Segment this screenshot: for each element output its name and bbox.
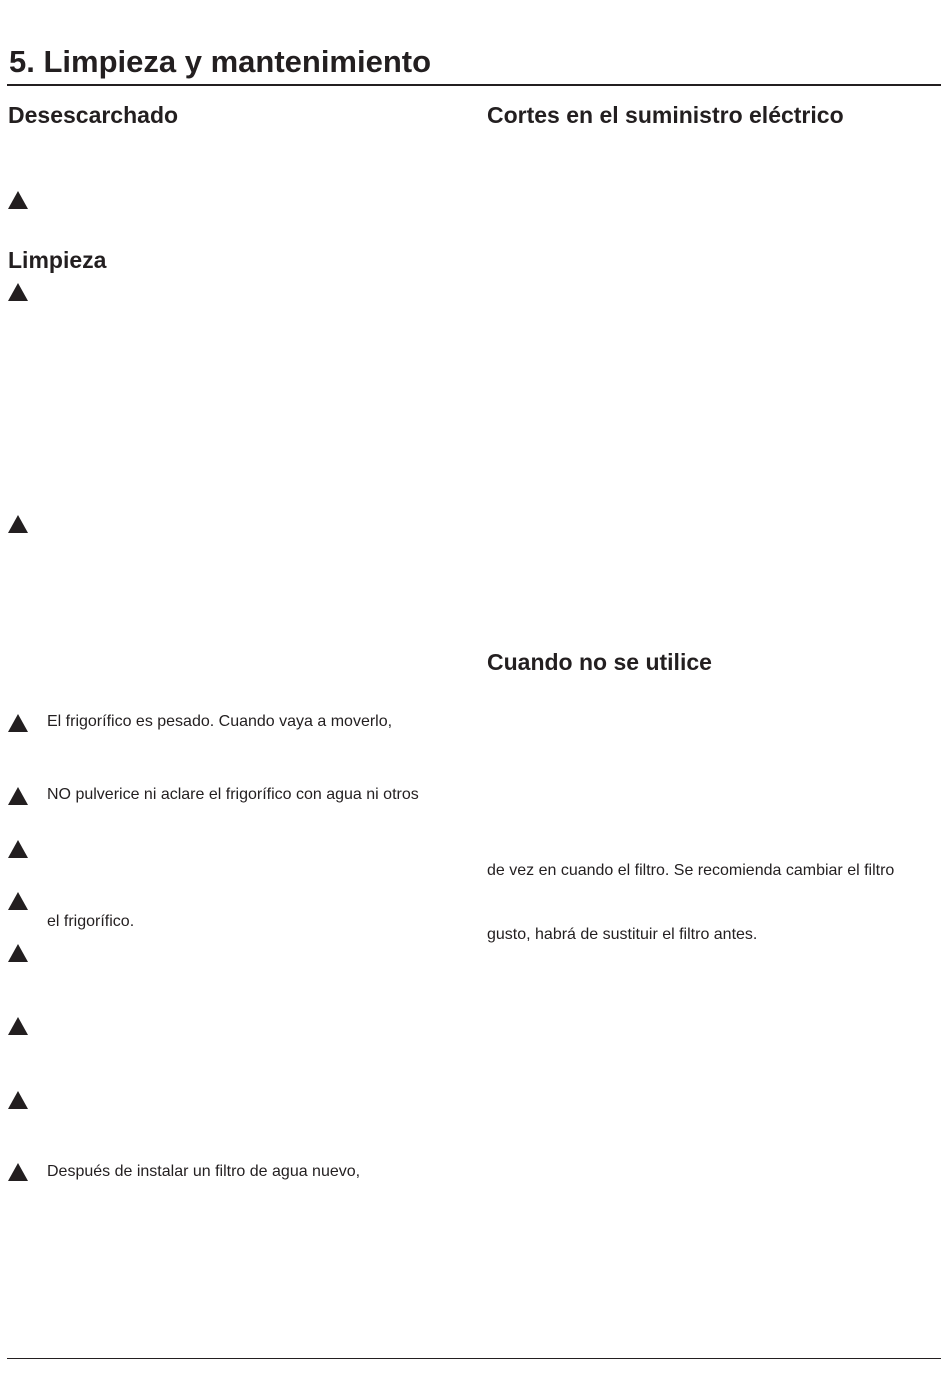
power-outage-heading: Cortes en el suministro eléctrico xyxy=(487,102,844,128)
warning-triangle-icon xyxy=(8,892,28,910)
warning-triangle-icon xyxy=(8,1091,28,1109)
warning-triangle-icon xyxy=(8,944,28,962)
warning-text-heavy-fridge: El frigorífico es pesado. Cuando vaya a moverlo, xyxy=(47,713,393,730)
filter-text-line: gusto, habrá de sustituir el filtro antes. xyxy=(487,926,758,943)
warning-triangle-icon xyxy=(8,191,28,209)
warning-text-fridge: el frigorífico. xyxy=(47,913,135,930)
defrost-heading: Desescarchado xyxy=(8,102,179,128)
cleaning-heading: Limpieza xyxy=(8,247,107,273)
not-in-use-heading: Cuando no se utilice xyxy=(487,649,712,675)
page-title: 5. Limpieza y mantenimiento xyxy=(9,44,432,79)
warning-triangle-icon xyxy=(8,840,28,858)
warning-text-new-filter: Después de instalar un filtro de agua nuevo, xyxy=(47,1163,361,1180)
warning-text-no-water: NO pulverice ni aclare el frigorífico con agua ni otros xyxy=(47,786,419,803)
warning-triangle-icon xyxy=(8,1017,28,1035)
filter-text-line: de vez en cuando el filtro. Se recomienda cambiar el filtro xyxy=(487,862,895,879)
warning-triangle-icon xyxy=(8,714,28,732)
warning-triangle-icon xyxy=(8,515,28,533)
warning-triangle-icon xyxy=(8,283,28,301)
warning-triangle-icon xyxy=(8,1163,28,1181)
footer-divider xyxy=(7,1358,941,1359)
warning-triangle-icon xyxy=(8,787,28,805)
title-divider xyxy=(7,84,941,86)
